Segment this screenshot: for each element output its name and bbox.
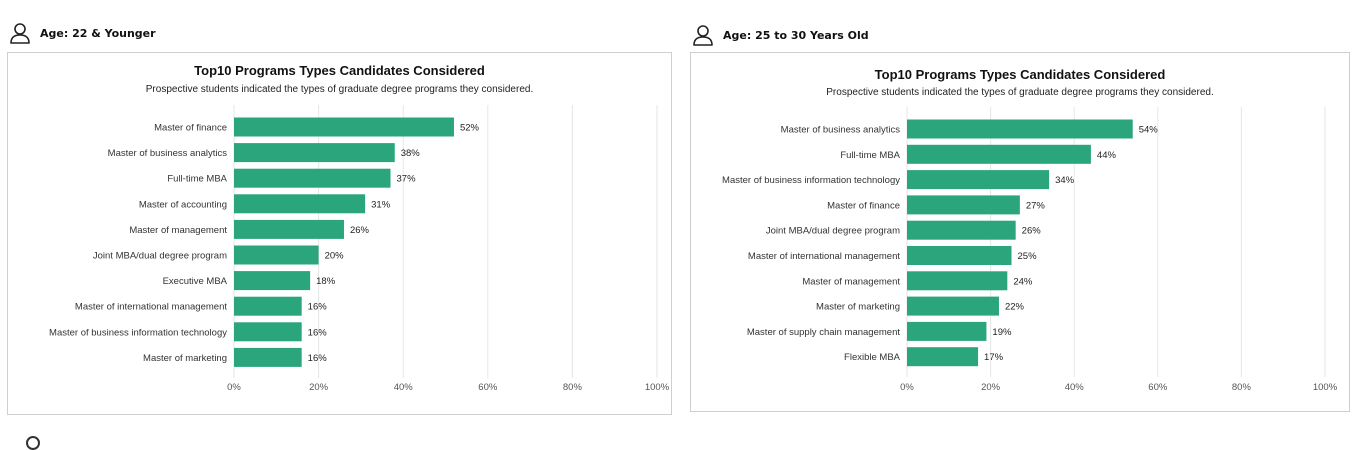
category-label: Master of business analytics (107, 148, 227, 160)
x-tick-label: 100% (1312, 382, 1338, 393)
bar (234, 246, 319, 265)
x-tick-label: 0% (900, 382, 914, 393)
data-label: 52% (459, 122, 479, 134)
chart-title: Top10 Programs Types Candidates Considered (874, 67, 1166, 82)
category-label: Master of business information technology (722, 175, 900, 187)
person-icon (692, 24, 714, 46)
data-label: 26% (1021, 225, 1041, 237)
category-label: Master of management (129, 224, 227, 236)
bar (234, 348, 302, 367)
x-tick-label: 100% (644, 382, 670, 393)
bar (907, 221, 1016, 240)
data-label: 16% (307, 301, 327, 313)
data-label: 17% (984, 352, 1004, 364)
category-label: Master of finance (154, 122, 227, 134)
bar (907, 347, 978, 366)
chart-panel-1 (7, 52, 672, 415)
data-label: 37% (396, 173, 416, 185)
category-label: Master of finance (827, 200, 900, 212)
group-header-2 (692, 24, 869, 46)
x-tick-label: 80% (562, 382, 582, 393)
group-header-1 (9, 22, 156, 44)
data-label: 16% (307, 327, 327, 339)
category-label: Master of marketing (816, 301, 900, 313)
x-tick-label: 80% (1231, 382, 1251, 393)
category-label: Master of accounting (138, 199, 227, 211)
group-label: Age: 22 & Younger (40, 26, 156, 40)
category-label: Flexible MBA (844, 352, 900, 364)
data-label: 22% (1004, 301, 1024, 313)
bar (234, 271, 310, 290)
chart-title: Top10 Programs Types Candidates Considered (194, 63, 485, 78)
person-icon (9, 22, 31, 44)
data-label: 27% (1025, 200, 1045, 212)
category-label: Master of international management (747, 251, 900, 262)
category-label: Master of supply chain management (746, 326, 900, 338)
category-label: Master of business analytics (780, 124, 900, 136)
bar (234, 143, 395, 162)
data-label: 16% (307, 352, 327, 364)
data-label: 38% (400, 148, 420, 160)
x-tick-label: 20% (981, 382, 1001, 393)
data-label: 24% (1013, 276, 1033, 288)
chart-panel-2 (690, 52, 1350, 412)
data-label: 19% (992, 326, 1012, 338)
category-label: Joint MBA/dual degree program (765, 225, 900, 237)
x-tick-label: 40% (1064, 382, 1084, 393)
bar (234, 322, 302, 341)
bar (907, 322, 986, 341)
x-tick-label: 40% (393, 382, 413, 393)
bar-chart (691, 53, 1351, 413)
category-label: Joint MBA/dual degree program (92, 250, 227, 262)
bar (907, 145, 1091, 164)
data-label: 18% (316, 276, 336, 288)
data-label: 20% (324, 250, 344, 262)
data-label: 44% (1096, 149, 1116, 161)
category-label: Full-time MBA (167, 173, 227, 185)
category-label: Master of management (802, 276, 900, 288)
bar (907, 120, 1133, 139)
person-icon (26, 436, 40, 450)
chart-subtitle: Prospective students indicated the types of graduate degree programs they considered. (145, 84, 534, 95)
group-label: Age: 25 to 30 Years Old (723, 28, 869, 42)
category-label: Executive MBA (162, 276, 227, 288)
bar (907, 271, 1007, 290)
bar (907, 170, 1049, 189)
data-label: 25% (1017, 251, 1037, 262)
data-label: 31% (371, 199, 391, 211)
bar (907, 297, 999, 316)
x-tick-label: 60% (1148, 382, 1168, 393)
bar (907, 195, 1020, 214)
category-label: Full-time MBA (840, 149, 900, 161)
bar (234, 220, 344, 239)
data-label: 26% (349, 224, 369, 236)
bar-chart (8, 53, 673, 416)
bar (234, 169, 391, 188)
category-label: Master of marketing (143, 352, 227, 364)
bar (234, 118, 454, 137)
chart-subtitle: Prospective students indicated the types of graduate degree programs they considered. (826, 87, 1214, 98)
x-tick-label: 20% (309, 382, 329, 393)
category-label: Master of international management (74, 301, 227, 313)
data-label: 54% (1138, 124, 1158, 136)
x-tick-label: 60% (478, 382, 498, 393)
data-label: 34% (1055, 175, 1075, 187)
bar (907, 246, 1012, 265)
category-label: Master of business information technology (49, 327, 227, 339)
bar (234, 297, 302, 316)
x-tick-label: 0% (227, 382, 241, 393)
bar (234, 194, 365, 213)
